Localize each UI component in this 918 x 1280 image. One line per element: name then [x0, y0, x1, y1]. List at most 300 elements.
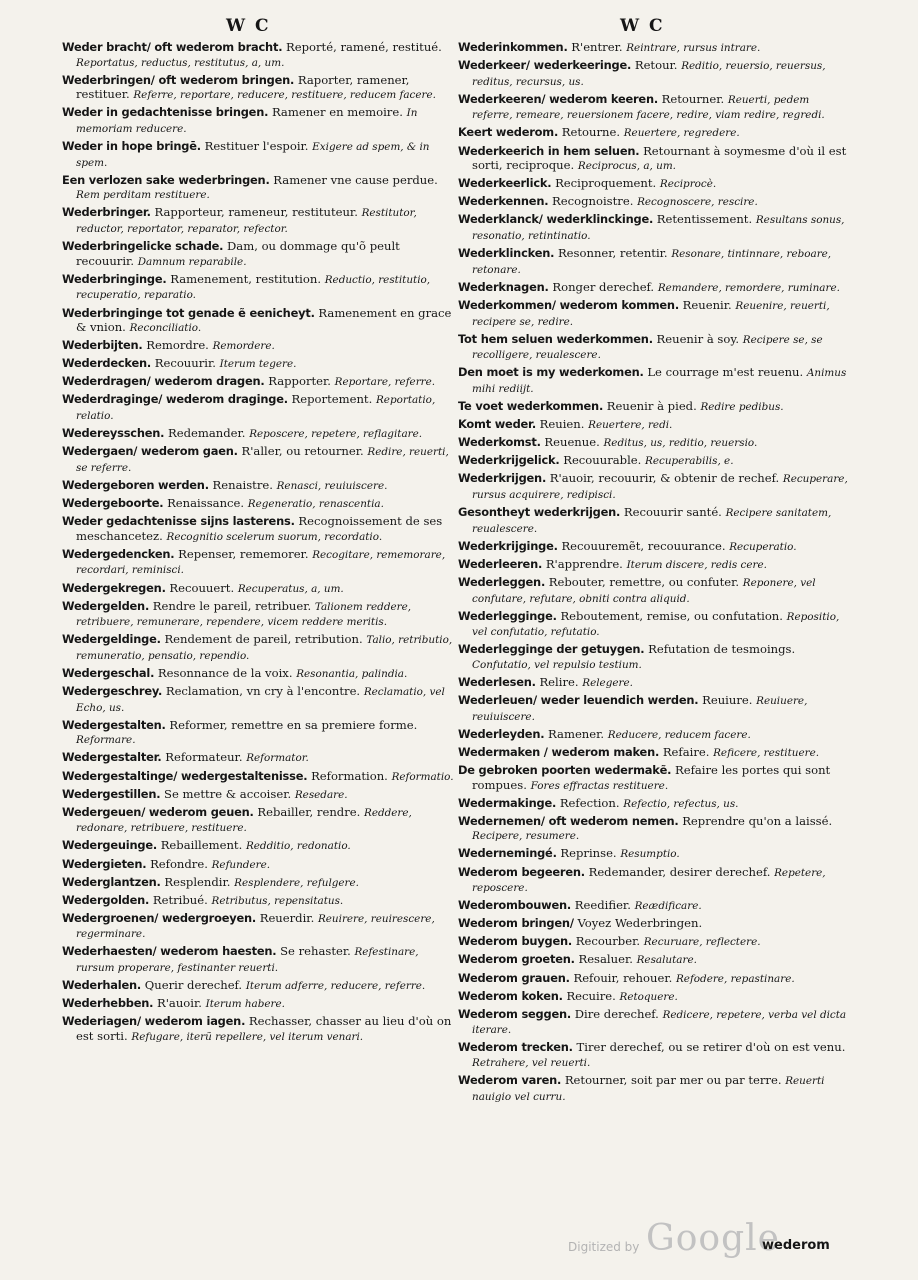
- headword: Wederom koken.: [458, 988, 563, 1003]
- dictionary-entry: [458, 505, 850, 536]
- french-definition: Recouurir.: [154, 356, 216, 371]
- latin-equivalent: Referre, reportare, reducere, restituere, reducem facere.: [133, 89, 436, 102]
- headword: Wedergestalter.: [62, 750, 162, 765]
- headword: Wedergaen/ wederom gaen.: [62, 444, 238, 459]
- headword: Wederlegginge der getuygen.: [458, 642, 645, 657]
- headword: Wedergeschal.: [62, 665, 155, 680]
- latin-equivalent: Relegere.: [582, 676, 633, 689]
- headword: Wederom trecken.: [458, 1040, 573, 1055]
- french-definition: Rebailler, rendre.: [257, 804, 361, 819]
- french-definition: Reformer, remettre en sa premiere forme.: [169, 717, 418, 732]
- headword: Wedergekregen.: [62, 580, 166, 595]
- french-definition: Recuire.: [566, 988, 616, 1003]
- headword: Wedergestillen.: [62, 786, 161, 801]
- latin-equivalent: Reconciliatio.: [129, 322, 202, 335]
- dictionary-entry: [458, 435, 850, 451]
- latin-equivalent: Retributus, repensitatus.: [211, 894, 344, 907]
- dictionary-entry: [62, 893, 454, 909]
- headword: Wederbringinge.: [62, 271, 167, 286]
- latin-equivalent: Refectio, refectus, us.: [623, 797, 739, 810]
- dictionary-entry: [458, 176, 850, 192]
- latin-equivalent: Fores effractas restituere.: [530, 779, 669, 792]
- headword: Wederbijten.: [62, 338, 143, 353]
- dictionary-entry: [458, 814, 850, 844]
- latin-equivalent: Reciprocè.: [659, 178, 717, 191]
- latin-equivalent: Talionem reddere, retribuere, remunerare, rependere, vicem reddere meritis.: [76, 600, 412, 629]
- headword: Wederom begeeren.: [458, 864, 585, 879]
- latin-equivalent: Reuerti, pedem referre, remeare, reuersionem facere, redire, viam redire, regredi.: [472, 93, 825, 122]
- latin-equivalent: Reuertere, redi.: [588, 419, 673, 432]
- headword: Wedergroenen/ wedergroeyen.: [62, 910, 257, 925]
- latin-equivalent: Animus mihi rediijt.: [472, 367, 847, 395]
- french-definition: Reuien.: [539, 417, 585, 432]
- french-definition: Retourne.: [561, 125, 621, 140]
- dictionary-entry: [62, 1014, 454, 1044]
- headword: Wederkomst.: [458, 435, 541, 450]
- dictionary-entry: [62, 632, 454, 663]
- dictionary-entry: [62, 978, 454, 994]
- latin-equivalent: Recogitare, rememorare, recordari, reminisci.: [76, 548, 446, 577]
- headword: Wederhaesten/ wederom haesten.: [62, 944, 277, 959]
- headword: Wedergeldinge.: [62, 632, 161, 647]
- dictionary-entry: [458, 609, 850, 640]
- latin-equivalent: Reditus, us, reditio, reuersio.: [603, 437, 758, 450]
- latin-equivalent: Reuenire, reuerti, recipere se, redire.: [472, 299, 830, 328]
- dictionary-entry: [62, 40, 454, 70]
- dictionary-entry: [458, 1073, 850, 1104]
- french-definition: Redemander.: [168, 426, 246, 441]
- french-definition: Recouurir santé.: [623, 505, 722, 520]
- dictionary-entry: [458, 952, 850, 968]
- french-definition: Remordre.: [146, 338, 209, 353]
- dictionary-entry: [62, 996, 454, 1012]
- french-definition: Tirer derechef, ou se retirer d'où on est venu.: [576, 1040, 846, 1055]
- french-definition: Reformation.: [311, 768, 388, 783]
- headword: Wederom varen.: [458, 1073, 562, 1088]
- dictionary-entry: [62, 173, 454, 203]
- dictionary-entry: [62, 911, 454, 942]
- dictionary-entry: [62, 306, 454, 336]
- headword: Wederkeerlick.: [458, 176, 552, 191]
- google-watermark: Google: [646, 1218, 780, 1259]
- headword: Den moet is my wederkomen.: [458, 365, 644, 380]
- french-definition: Rechasser, chasser au lieu d'où on est sorti.: [76, 1014, 452, 1043]
- dictionary-entry: [458, 194, 850, 210]
- headword: Wederkrijgelick.: [458, 453, 560, 468]
- french-definition: R'auoir, recouurir, & obtenir de rechef.: [549, 471, 780, 486]
- latin-equivalent: Reddere, redonare, retribuere, restituere.: [76, 806, 412, 835]
- latin-equivalent: Reformator.: [246, 752, 309, 765]
- headword: Wederdragen/ wederom dragen.: [62, 374, 265, 389]
- french-definition: Recourber.: [575, 934, 641, 949]
- headword: Weder bracht/ oft wederom bracht.: [62, 40, 283, 54]
- dictionary-entry: [62, 787, 454, 803]
- dictionary-entry: [458, 796, 850, 812]
- headword: Wederkommen/ wederom kommen.: [458, 297, 679, 312]
- dictionary-entry: [458, 332, 850, 363]
- latin-equivalent: Reductio, restitutio, recuperatio, reparatio.: [76, 273, 431, 302]
- dictionary-entry: [62, 718, 454, 748]
- french-definition: Voyez Wederbringen.: [577, 916, 703, 931]
- latin-equivalent: Resonare, tintinnare, reboare, retonare.: [472, 248, 832, 276]
- latin-equivalent: Reædificare.: [634, 900, 702, 913]
- french-definition: Renaissance.: [167, 496, 245, 511]
- dictionary-entry: [458, 298, 850, 329]
- catchword: wederom: [762, 1238, 830, 1253]
- dictionary-entry: [458, 865, 850, 896]
- dictionary-entry: [458, 989, 850, 1005]
- dictionary-entry: [458, 212, 850, 243]
- french-definition: R'apprendre.: [545, 556, 623, 571]
- headword: Wedermaken / wederom maken.: [458, 744, 660, 759]
- french-definition: Repenser, rememorer.: [178, 546, 309, 561]
- headword: Wedernemen/ oft wederom nemen.: [458, 813, 679, 828]
- latin-equivalent: Reficere, restituere.: [713, 746, 820, 759]
- headword: Wederklanck/ wederklinckinge.: [458, 212, 654, 227]
- dictionary-entry: [62, 239, 454, 269]
- french-definition: Rendre le pareil, retribuer.: [152, 598, 312, 613]
- latin-equivalent: Renasci, reuiuiscere.: [276, 479, 388, 492]
- french-definition: Refaire les portes qui sont rompues.: [472, 762, 831, 792]
- dictionary-entry: [62, 666, 454, 682]
- latin-equivalent: Reducere, reducem facere.: [607, 728, 751, 741]
- latin-equivalent: Redicere, repetere, verba vel dicta iterare.: [472, 1008, 847, 1037]
- dictionary-entry: [62, 581, 454, 597]
- french-definition: Relire.: [539, 674, 579, 689]
- latin-equivalent: Iterum adferre, reducere, referre.: [245, 980, 426, 993]
- headword: Wedergeboorte.: [62, 496, 164, 511]
- french-definition: Resonner, retentir.: [557, 246, 668, 261]
- french-definition: Refection.: [559, 795, 620, 810]
- dictionary-entry: [62, 272, 454, 303]
- latin-equivalent: Talio, retributio, remuneratio, pensatio, rependio.: [76, 634, 453, 662]
- headword: Wederklincken.: [458, 246, 555, 261]
- dictionary-entry: [62, 426, 454, 442]
- headword: Wedergestalten.: [62, 717, 166, 732]
- headword: Wedergolden.: [62, 892, 150, 907]
- french-definition: Recouuremẽt, recouurance.: [561, 538, 726, 553]
- headword: Wederbringen/ oft wederom bringen.: [62, 72, 295, 87]
- french-definition: Reportement.: [291, 392, 373, 407]
- latin-equivalent: Repetere, reposcere.: [472, 866, 826, 895]
- french-definition: Reuenir à soy.: [656, 331, 740, 346]
- latin-equivalent: Reposcere, repetere, reflagitare.: [249, 428, 423, 441]
- french-definition: Ramener en memoire.: [271, 105, 403, 120]
- dictionary-entry: [62, 769, 454, 785]
- dictionary-entry: [458, 642, 850, 672]
- dictionary-entry: [62, 496, 454, 512]
- latin-equivalent: Recognitio scelerum suorum, recordatio.: [166, 530, 383, 543]
- headword: Wederkeerich in hem seluen.: [458, 143, 640, 158]
- dictionary-entry: [458, 971, 850, 987]
- dictionary-entry: [458, 1040, 850, 1070]
- dictionary-entry: [458, 539, 850, 555]
- dictionary-entry: [62, 857, 454, 873]
- headword: Wederglantzen.: [62, 874, 161, 889]
- french-definition: Ramener vne cause perdue.: [273, 172, 438, 187]
- headword: Wederkennen.: [458, 194, 549, 209]
- headword: Wederom bringen/: [458, 916, 574, 931]
- dictionary-entry: [62, 374, 454, 390]
- headword: Wederkrijgen.: [458, 471, 547, 486]
- latin-equivalent: Resplendere, refulgere.: [234, 876, 359, 889]
- latin-equivalent: Damnum reparabile.: [137, 255, 247, 268]
- latin-equivalent: Redire, reuerti, se referre.: [76, 446, 449, 474]
- latin-equivalent: Iterum habere.: [205, 998, 285, 1011]
- dictionary-entry: [458, 280, 850, 296]
- latin-equivalent: Retrahere, vel reuerti.: [472, 1057, 591, 1070]
- headword: Wederlesen.: [458, 674, 536, 689]
- headword: Wederleeren.: [458, 556, 543, 571]
- french-definition: Rendement de pareil, retribution.: [164, 632, 363, 647]
- latin-equivalent: Repositio, vel confutatio, refutatio.: [472, 610, 840, 639]
- french-definition: Ramenement en grace & vnion.: [76, 305, 452, 335]
- french-definition: Recouuert.: [169, 580, 235, 595]
- french-definition: Reuenir.: [682, 297, 732, 312]
- french-definition: Retentissement.: [656, 212, 753, 227]
- dictionary-entry: [62, 514, 454, 544]
- latin-equivalent: Reportatus, reductus, restitutus, a, um.: [76, 56, 285, 69]
- french-definition: Recognoistre.: [552, 194, 634, 209]
- dictionary-entry: [62, 805, 454, 836]
- headword: Wedergelden.: [62, 598, 150, 613]
- french-definition: Refondre.: [150, 856, 208, 871]
- headword: Wedermakinge.: [458, 795, 557, 810]
- dictionary-entry: [458, 453, 850, 469]
- french-definition: Resaluer.: [578, 952, 633, 967]
- headword: Wederknagen.: [458, 279, 549, 294]
- french-definition: Reformateur.: [165, 750, 243, 765]
- latin-equivalent: Reformatio.: [391, 770, 454, 783]
- dictionary-entry: [62, 944, 454, 975]
- french-definition: Reprinse.: [560, 846, 617, 861]
- latin-equivalent: Reponere, vel confutare, refutare, obniti contra aliquid.: [472, 576, 816, 605]
- dictionary-entry: [62, 750, 454, 766]
- headword: Wederinkommen.: [458, 40, 568, 54]
- latin-equivalent: Reuerti nauigio vel curru.: [472, 1075, 825, 1103]
- french-definition: Reprendre qu'on a laissé.: [682, 813, 833, 828]
- headword: Wedergieten.: [62, 856, 147, 871]
- dictionary-entry: [62, 205, 454, 236]
- french-definition: Ramenement, restitution.: [170, 271, 322, 286]
- latin-equivalent: Reintrare, rursus intrare.: [626, 42, 761, 54]
- french-definition: Ramener.: [548, 726, 605, 741]
- dictionary-entry: [62, 338, 454, 354]
- dictionary-entry: [458, 144, 850, 174]
- latin-equivalent: Refodere, repastinare.: [675, 972, 795, 985]
- latin-equivalent: In memoriam reducere.: [76, 107, 418, 135]
- headword: Wedergedencken.: [62, 546, 175, 561]
- digitized-by-label: Digitized by: [568, 1240, 640, 1254]
- french-definition: Reboutement, remise, ou confutation.: [560, 608, 783, 623]
- latin-equivalent: Reformare.: [76, 734, 136, 747]
- dictionary-entry: [62, 139, 454, 170]
- french-definition: Rapporteur, rameneur, restituteur.: [154, 205, 358, 220]
- french-definition: R'auoir.: [156, 996, 202, 1011]
- left-column: [62, 40, 454, 1047]
- latin-equivalent: Refugare, iterũ repellere, vel iterum venari.: [131, 1030, 364, 1043]
- dictionary-entry: [62, 838, 454, 854]
- headword: Wederom groeten.: [458, 952, 575, 967]
- french-definition: Dam, ou dommage qu'õ peult recouurir.: [76, 239, 400, 268]
- latin-equivalent: Recuperatio.: [729, 540, 797, 553]
- latin-equivalent: Redire pedibus.: [700, 400, 784, 413]
- latin-equivalent: Confutatio, vel repulsio testium.: [472, 658, 642, 671]
- headword: Te voet wederkommen.: [458, 398, 604, 413]
- dictionary-entry: [62, 105, 454, 136]
- headword: Wederleuen/ weder leuendich werden.: [458, 693, 699, 708]
- latin-equivalent: Resultans sonus, resonatio, retintinatio.: [472, 214, 845, 243]
- french-definition: Rapporter.: [268, 374, 331, 389]
- latin-equivalent: Retoquere.: [619, 990, 678, 1003]
- headword: Weder gedachtenisse sijns lasterens.: [62, 514, 295, 529]
- dictionary-entry: [458, 557, 850, 573]
- french-definition: Reuenir à pied.: [606, 398, 697, 413]
- french-definition: Restituer l'espoir.: [204, 139, 309, 154]
- french-definition: Reclamation, vn cry à l'encontre.: [165, 684, 361, 699]
- dictionary-entry: [62, 444, 454, 475]
- headword: Wedergestaltinge/ wedergestaltenisse.: [62, 768, 308, 783]
- french-definition: Retour.: [634, 58, 678, 73]
- headword: Wedernemingé.: [458, 846, 557, 861]
- dictionary-entry: [62, 392, 454, 423]
- running-head-left: W C: [226, 16, 271, 36]
- headword: Gesontheyt wederkrijgen.: [458, 505, 621, 520]
- headword: Wederdecken.: [62, 356, 152, 371]
- latin-equivalent: Recuperatus, a, um.: [237, 582, 344, 595]
- headword: Wederleyden.: [458, 726, 545, 741]
- french-definition: Le courrage m'est reuenu.: [647, 365, 804, 380]
- headword: Wederbringer.: [62, 205, 151, 220]
- latin-equivalent: Reuertere, regredere.: [623, 127, 740, 140]
- headword: Wedergeboren werden.: [62, 477, 209, 492]
- latin-equivalent: Resonantia, palindia.: [296, 667, 408, 680]
- headword: Wedergeuen/ wederom geuen.: [62, 804, 254, 819]
- french-definition: R'entrer.: [571, 40, 623, 54]
- french-definition: Rebaillement.: [160, 838, 243, 853]
- dictionary-entry: [458, 92, 850, 123]
- french-definition: Resonnance de la voix.: [157, 665, 293, 680]
- headword: Wederkeeren/ wederom keeren.: [458, 91, 658, 106]
- latin-equivalent: Refundere.: [211, 858, 271, 871]
- dictionary-entry: [458, 934, 850, 950]
- dictionary-entry: [458, 846, 850, 862]
- french-definition: Reuiure.: [702, 693, 753, 708]
- headword: Wederkeer/ wederkeeringe.: [458, 58, 632, 73]
- latin-equivalent: Reditio, reuersio, reuersus, reditus, recursus, us.: [472, 60, 826, 88]
- french-definition: Se rehaster.: [280, 944, 351, 959]
- french-definition: Dire derechef.: [574, 1006, 659, 1021]
- latin-equivalent: Recuperare, rursus acquirere, redipisci.: [472, 473, 848, 501]
- dictionary-entry: [62, 599, 454, 630]
- french-definition: Ronger derechef.: [552, 279, 655, 294]
- latin-equivalent: Redditio, redonatio.: [245, 840, 351, 853]
- french-definition: Refouir, rehouer.: [573, 970, 673, 985]
- latin-equivalent: Recuruare, reflectere.: [643, 936, 761, 949]
- headword: Wederom buygen.: [458, 934, 573, 949]
- dictionary-entry: [458, 246, 850, 277]
- dictionary-entry: [458, 763, 850, 793]
- dictionary-entry: [458, 58, 850, 89]
- headword: Wederleggen.: [458, 574, 546, 589]
- latin-equivalent: Exigere ad spem, & in spem.: [76, 141, 430, 169]
- headword: Wederdraginge/ wederom draginge.: [62, 392, 288, 407]
- headword: De gebroken poorten wedermakẽ.: [458, 762, 672, 777]
- latin-equivalent: Recipere se, se recolligere, reualescere.: [472, 333, 823, 362]
- headword: Wedergeuinge.: [62, 838, 157, 853]
- dictionary-entry: [458, 399, 850, 415]
- dictionary-entry: [458, 745, 850, 761]
- latin-equivalent: Restitutor, reductor, reportator, reparator, refector.: [76, 207, 417, 236]
- headword: Wederombouwen.: [458, 898, 572, 913]
- french-definition: Renaistre.: [212, 477, 273, 492]
- headword: Keert wederom.: [458, 125, 559, 140]
- french-definition: Refaire.: [662, 744, 710, 759]
- latin-equivalent: Recipere sanitatem, reualescere.: [472, 507, 832, 535]
- french-definition: Retribué.: [152, 892, 208, 907]
- headword: Wederkrijginge.: [458, 538, 558, 553]
- french-definition: Reporté, ramené, restitué.: [286, 40, 442, 54]
- latin-equivalent: Resedare.: [294, 788, 348, 801]
- dictionary-entry: [458, 471, 850, 502]
- dictionary-entry: [62, 73, 454, 103]
- dictionary-entry: [62, 356, 454, 372]
- french-definition: Reuenue.: [544, 435, 600, 450]
- headword: Wedergeschrey.: [62, 684, 163, 699]
- french-definition: Reedifier.: [574, 898, 631, 913]
- headword: Weder in hope bringē.: [62, 139, 201, 154]
- dictionary-entry: [458, 1007, 850, 1038]
- latin-equivalent: Rem perditam restituere.: [76, 189, 210, 202]
- dictionary-entry: [62, 875, 454, 891]
- dictionary-entry: [458, 727, 850, 743]
- dictionary-entry: [458, 916, 850, 932]
- dictionary-entry: [458, 365, 850, 396]
- french-definition: Recognoissement de ses meschancetez.: [76, 514, 443, 543]
- dictionary-entry: [458, 898, 850, 914]
- french-definition: Querir derechef.: [144, 978, 243, 993]
- latin-equivalent: Remordere.: [212, 340, 275, 353]
- latin-equivalent: Iterum tegere.: [219, 358, 297, 371]
- dictionary-entry: [62, 478, 454, 494]
- latin-equivalent: Reuirere, reuirescere, regerminare.: [76, 912, 435, 941]
- latin-equivalent: Recipere, resumere.: [472, 830, 580, 843]
- dictionary-entry: [458, 675, 850, 691]
- dictionary-entry: [458, 693, 850, 724]
- french-definition: Raporter, ramener, restituer.: [76, 72, 410, 102]
- headword: Wederlegginge.: [458, 608, 557, 623]
- french-definition: Recouurable.: [563, 453, 642, 468]
- latin-equivalent: Iterum discere, redis cere.: [626, 558, 767, 571]
- headword: Wederbringinge tot genade ẽ eenicheyt.: [62, 305, 315, 320]
- latin-equivalent: Reciprocus, a, um.: [577, 160, 676, 173]
- french-definition: Refutation de tesmoings.: [648, 642, 796, 657]
- dictionary-entry: [458, 575, 850, 606]
- right-column: [458, 40, 850, 1107]
- latin-equivalent: Refestinare, rursum properare, festinanter reuerti.: [76, 946, 419, 975]
- dictionary-entry: [62, 684, 454, 715]
- french-definition: Redemander, desirer derechef.: [588, 864, 771, 879]
- running-head-right: W C: [620, 16, 665, 36]
- french-definition: Retourner.: [661, 91, 725, 106]
- headword: Wederom seggen.: [458, 1006, 572, 1021]
- french-definition: Reciproquement.: [555, 176, 657, 191]
- french-definition: Retournant à soymesme d'où il est sorti, reciproque.: [472, 143, 847, 173]
- french-definition: Reuerdir.: [259, 910, 315, 925]
- latin-equivalent: Reuiuere, reuiuiscere.: [472, 695, 808, 723]
- headword: Wederbringelicke schade.: [62, 239, 224, 254]
- french-definition: Resplendir.: [164, 874, 231, 889]
